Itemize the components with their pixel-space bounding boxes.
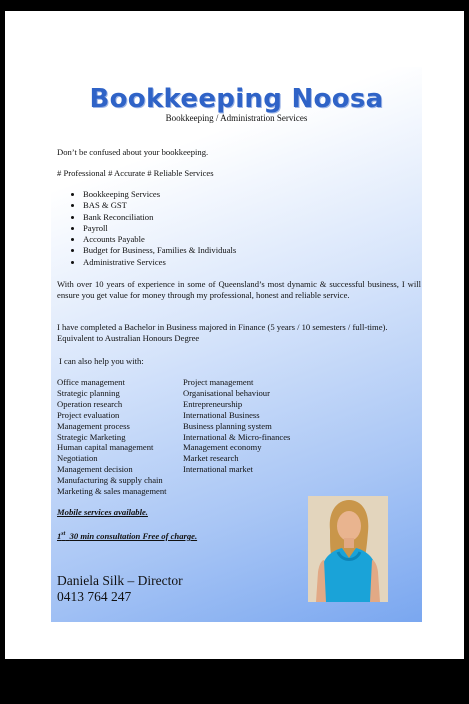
help-intro: I can also help you with: — [59, 356, 144, 366]
flyer-title: Bookkeeping Noosa — [89, 84, 384, 114]
table-row — [57, 464, 290, 475]
director-photo — [308, 496, 388, 602]
list-item: • Bank Reconciliation — [83, 212, 236, 223]
contact-block — [57, 573, 183, 605]
table-row — [57, 453, 290, 464]
skill-left: Office management — [57, 377, 125, 387]
table-row — [57, 475, 290, 486]
skill-right: International market — [183, 464, 253, 475]
list-item: • Bookkeeping Services — [83, 189, 236, 200]
skill-left: Project evaluation — [57, 409, 120, 420]
skill-left: Strategic Marketing — [57, 431, 126, 442]
contact-name: Daniela Silk – Director — [57, 573, 183, 588]
consult-number: 1 — [57, 530, 62, 541]
table-row — [57, 421, 290, 432]
consult-text: 30 min consultation Free of charge. — [69, 530, 198, 541]
skill-left: Manufacturing & supply chain — [57, 475, 163, 486]
tagline: # Professional # Accurate # Reliable Services — [57, 168, 214, 178]
skill-left: Strategic planning — [57, 387, 120, 398]
table-row — [57, 399, 290, 410]
skill-right: International & Micro-finances — [183, 431, 291, 442]
list-item: • Budget for Business, Families & Individuals — [83, 245, 236, 256]
flyer-panel — [51, 67, 422, 622]
skill-left: Management process — [57, 420, 130, 431]
skill-right: International Business — [183, 409, 260, 420]
skill-left: Marketing & sales management — [57, 486, 167, 497]
table-row — [57, 410, 290, 421]
flyer-subtitle: Bookkeeping / Administration Services — [165, 113, 308, 123]
contact-phone: 0413 764 247 — [57, 589, 132, 604]
education-paragraph: I have completed a Bachelor in Business majored in Finance (5 years / 10 semesters / full-time). Equivalent to Australian Honours Degree — [57, 322, 388, 343]
list-item: • BAS & GST — [83, 200, 236, 211]
skill-right: Market research — [183, 453, 239, 464]
document-page — [5, 11, 464, 659]
list-item: • Payroll — [83, 223, 236, 234]
portrait-image — [308, 496, 388, 602]
skill-right: Organisational behaviour — [183, 387, 270, 398]
list-item: • Administrative Services — [83, 257, 236, 268]
skill-left: Human capital management — [57, 442, 154, 453]
skill-right: Management economy — [183, 442, 262, 453]
skill-left: Operation research — [57, 398, 123, 409]
intro-text: Don’t be confused about your bookkeeping. — [57, 147, 209, 157]
skill-right: Business planning system — [183, 420, 272, 431]
services-list — [67, 189, 236, 268]
experience-paragraph: With over 10 years of experience in some of Queensland’s most dynamic & successful business, I will ensure you get value for money through my professional, honest and reliable service. — [57, 279, 421, 300]
skills-grid — [57, 377, 290, 497]
skill-left: Management decision — [57, 464, 133, 475]
skill-left: Negotiation — [57, 453, 98, 464]
mobile-services-note: Mobile services available. — [57, 507, 148, 517]
table-row — [57, 432, 290, 443]
skill-right: Project management — [183, 377, 254, 387]
table-row — [57, 486, 290, 497]
list-item: • Accounts Payable — [83, 234, 236, 245]
table-row — [57, 388, 290, 399]
table-row — [57, 442, 290, 453]
skill-right: Entrepreneurship — [183, 398, 243, 409]
table-row — [57, 377, 290, 388]
consult-ordinal: st — [61, 531, 66, 537]
